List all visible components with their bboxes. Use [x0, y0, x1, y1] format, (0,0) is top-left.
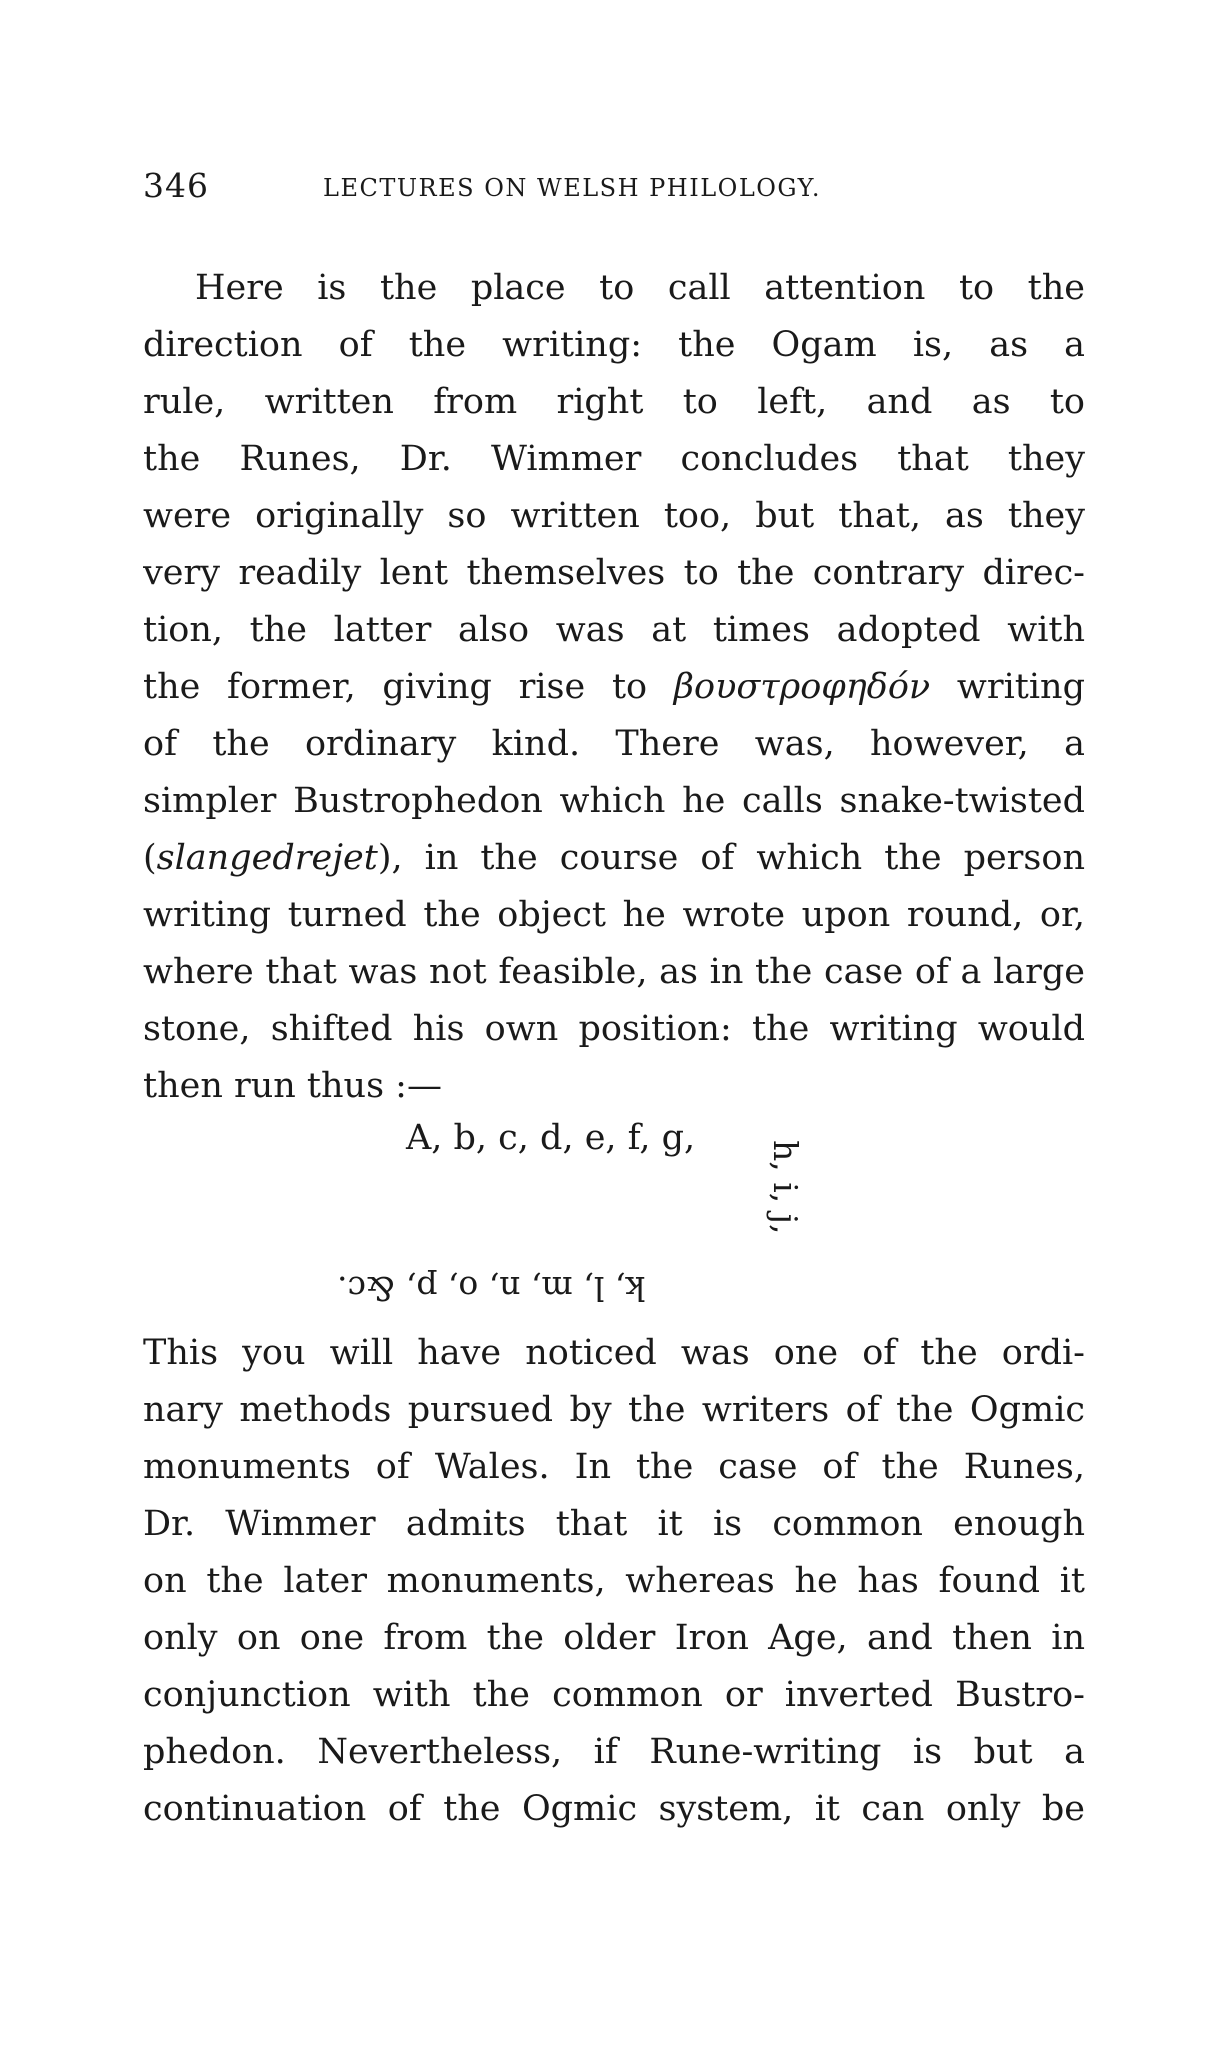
greek-word: βουστροφηδόν [673, 667, 931, 707]
text-line: simpler Bustrophedon which he calls snake-twisted [143, 781, 1085, 821]
text-line: very readily lent themselves to the contrary direc- [143, 553, 1085, 593]
text-line: the Runes, Dr. Wimmer concludes that they [143, 439, 1085, 479]
text-line: Dr. Wimmer admits that it is common enough [143, 1504, 1085, 1544]
text-line: where that was not feasible, as in the case of a large [143, 952, 1085, 992]
text-line: conjunction with the common or inverted Bustro- [143, 1675, 1085, 1715]
text-line: This you will have noticed was one of the ordi- [143, 1333, 1085, 1373]
page-number: 346 [143, 166, 209, 205]
text-line: monuments of Wales. In the case of the Runes, [143, 1447, 1085, 1487]
text-line: were originally so written too, but that, as they [143, 496, 1085, 536]
bustrophedon-diagram [143, 1110, 1085, 1320]
diagram-bottom-sequence: k, l, m, n, o, p, &c. [337, 1269, 646, 1308]
diagram-side-text: h, i, j, [766, 1140, 805, 1235]
text-line: Here is the place to call attention to the [195, 268, 1085, 308]
paragraph-2 [143, 1325, 1085, 1838]
paragraph-1 [143, 260, 1085, 1115]
text-fragment: the former, giving rise to [143, 667, 674, 707]
text-line-italic [143, 830, 1085, 887]
italic-term: slangedrejet [156, 838, 378, 878]
text-fragment: ( [143, 838, 157, 878]
text-line: writing turned the object he wrote upon round, or, [143, 895, 1085, 935]
text-line: then run thus :— [143, 1066, 442, 1106]
text-line: nary methods pursued by the writers of the Ogmic [143, 1390, 1085, 1430]
text-line: tion, the latter also was at times adopted with [143, 610, 1085, 650]
diagram-side-sequence [765, 1140, 805, 1320]
text-fragment: writing [930, 667, 1085, 707]
text-line: direction of the writing: the Ogam is, as a [143, 325, 1085, 365]
text-line: of the ordinary kind. There was, however, a [143, 724, 1085, 764]
text-line: only on one from the older Iron Age, and then in [143, 1618, 1085, 1658]
text-fragment: ), in the course of which the person [377, 838, 1085, 878]
text-line: rule, written from right to left, and as to [143, 382, 1085, 422]
text-line: phedon. Nevertheless, if Rune-writing is but a [143, 1732, 1085, 1772]
text-line-greek [143, 659, 1085, 716]
running-head [143, 166, 1083, 216]
diagram-top-sequence: A, b, c, d, e, f, g, [406, 1118, 696, 1158]
text-line: on the later monuments, whereas he has found it [143, 1561, 1085, 1601]
text-line: stone, shifted his own position: the writing would [143, 1009, 1085, 1049]
text-line: continuation of the Ogmic system, it can only be [143, 1789, 1085, 1829]
running-title: LECTURES ON WELSH PHILOLOGY. [323, 174, 822, 202]
